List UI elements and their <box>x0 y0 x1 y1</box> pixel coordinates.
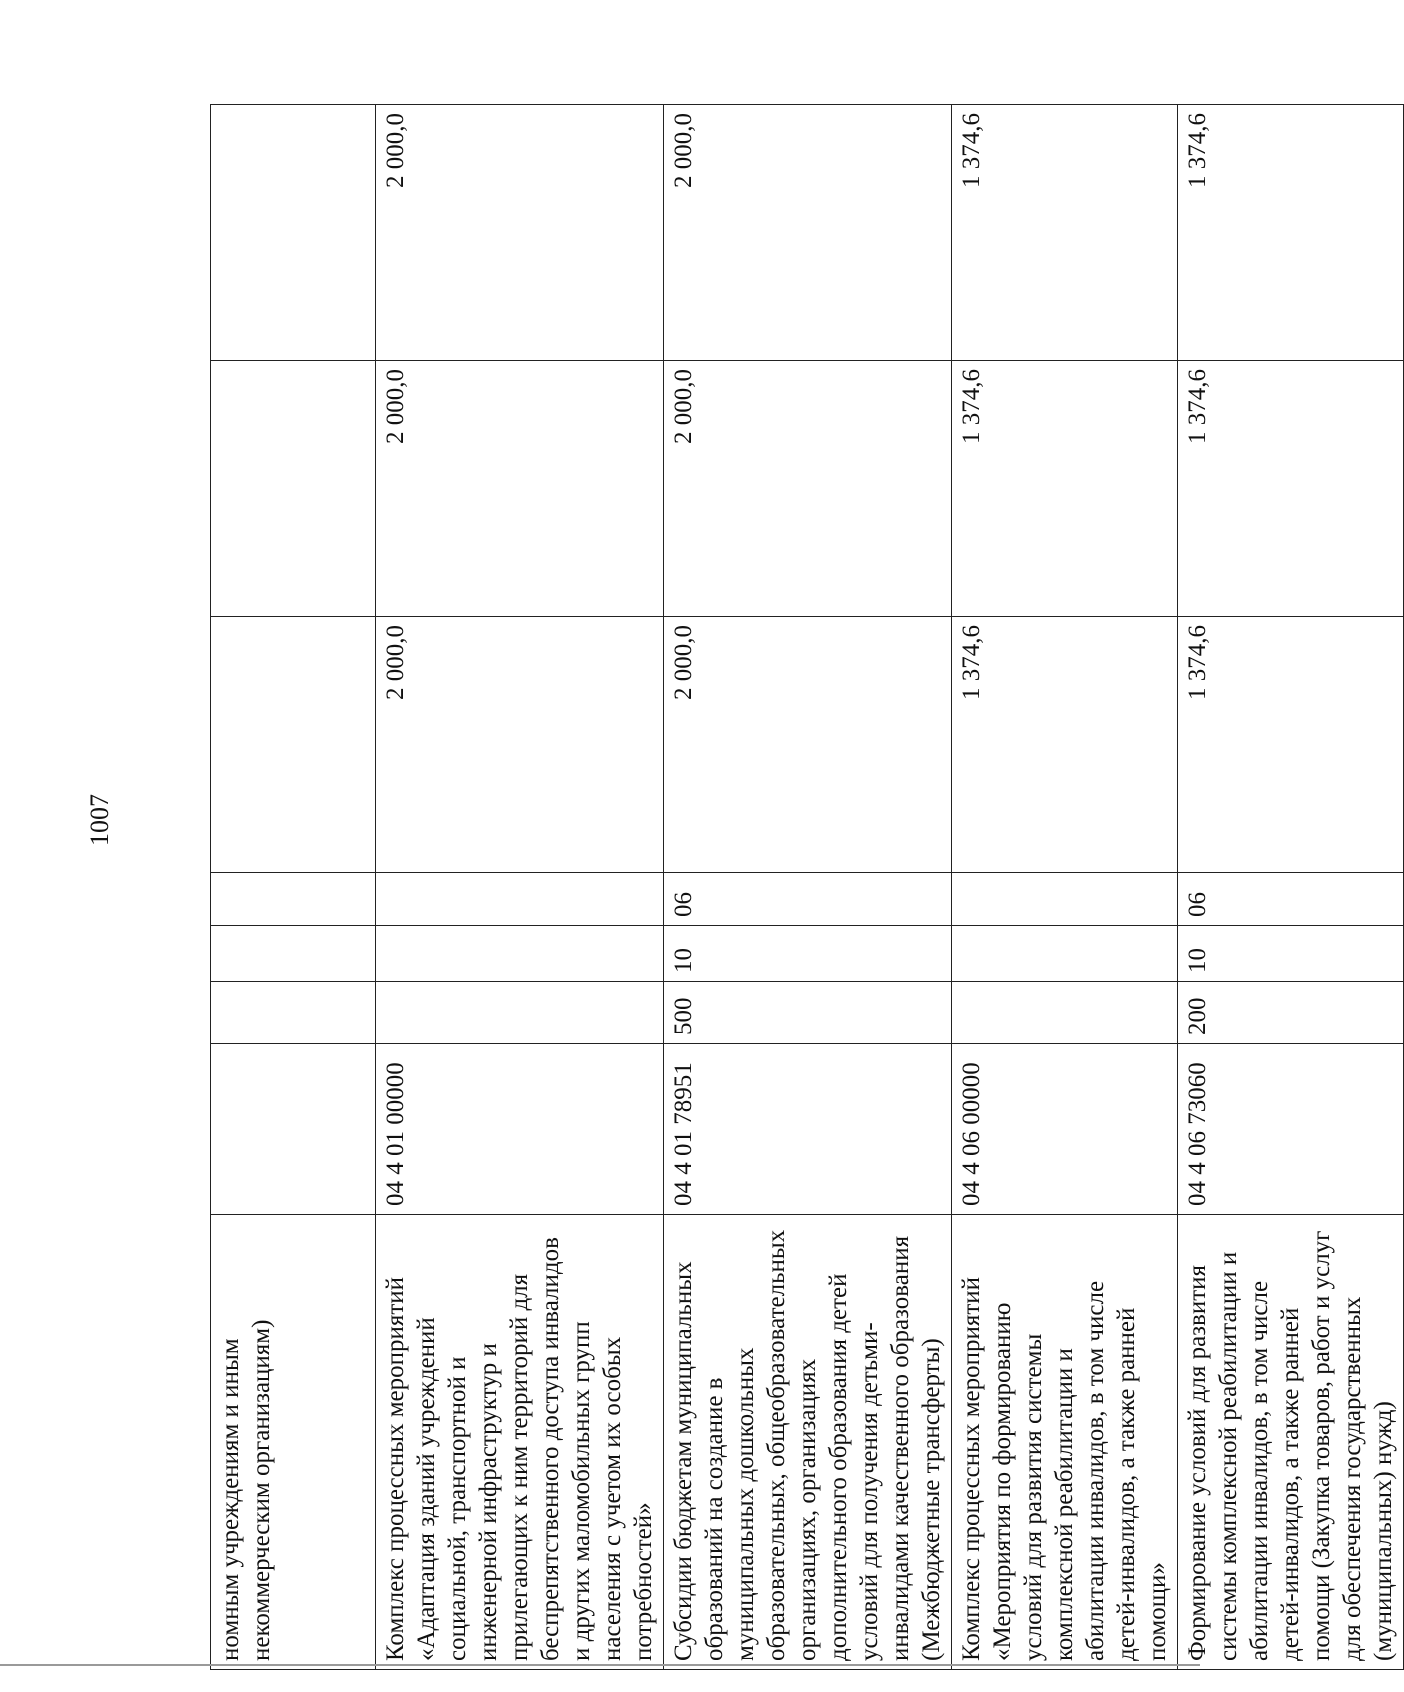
row-name-cell: Комплекс процессных мероприятий «Адаптация зданий учреждений социальной, транспортной и инженерной инфраструктур и прилегающих к ним территорий для беспрепятственного доступа инвалидов и других маломобильных групп населения с учетом их особых потребностей» <box>376 1215 664 1670</box>
target-code-cell <box>211 1044 376 1215</box>
amount-year3-cell <box>211 105 376 361</box>
scan-edge-line <box>0 1664 1200 1666</box>
amount-year1-cell: 2 000,0 <box>664 617 952 873</box>
table-row <box>211 105 376 1670</box>
amount-year1-cell <box>211 617 376 873</box>
amount-year3-cell: 2 000,0 <box>664 105 952 361</box>
amount-year3-cell: 1 374,6 <box>1178 105 1404 361</box>
budget-table <box>210 104 1404 1670</box>
table-row <box>1178 105 1404 1670</box>
amount-year2-cell: 2 000,0 <box>376 361 664 617</box>
table-row <box>376 105 664 1670</box>
section-cell: 10 <box>1178 926 1404 982</box>
subsection-cell <box>952 873 1178 926</box>
page-number: 1007 <box>85 794 114 846</box>
target-code-cell: 04 4 01 78951 <box>664 1044 952 1215</box>
amount-year2-cell: 2 000,0 <box>664 361 952 617</box>
expense-type-cell: 500 <box>664 982 952 1044</box>
amount-year2-cell <box>211 361 376 617</box>
amount-year1-cell: 1 374,6 <box>1178 617 1404 873</box>
expense-type-cell: 200 <box>1178 982 1404 1044</box>
amount-year3-cell: 1 374,6 <box>952 105 1178 361</box>
subsection-cell: 06 <box>1178 873 1404 926</box>
row-name-cell: Формирование условий для развития системы комплексной реабилитации и абилитации инвалидов, в том числе детей-инвалидов, а также ранней помощи (Закупка товаров, работ и услуг для обеспечения государственных (муниципальных) нужд) <box>1178 1215 1404 1670</box>
table-row <box>952 105 1178 1670</box>
amount-year1-cell: 2 000,0 <box>376 617 664 873</box>
row-name-cell: Комплекс процессных мероприятий «Мероприятия по формированию условий для развития системы комплексной реабилитации и абилитации инвалидов, в том числе детей-инвалидов, а также ранней помощи» <box>952 1215 1178 1670</box>
section-cell: 10 <box>664 926 952 982</box>
section-cell <box>952 926 1178 982</box>
row-name-cell: номным учреждениям и иным некоммерческим организациям) <box>211 1215 376 1670</box>
target-code-cell: 04 4 06 00000 <box>952 1044 1178 1215</box>
subsection-cell <box>376 873 664 926</box>
target-code-cell: 04 4 01 00000 <box>376 1044 664 1215</box>
expense-type-cell <box>952 982 1178 1044</box>
amount-year2-cell: 1 374,6 <box>1178 361 1404 617</box>
target-code-cell: 04 4 06 73060 <box>1178 1044 1404 1215</box>
expense-type-cell <box>376 982 664 1044</box>
subsection-cell <box>211 873 376 926</box>
amount-year1-cell: 1 374,6 <box>952 617 1178 873</box>
amount-year2-cell: 1 374,6 <box>952 361 1178 617</box>
section-cell <box>376 926 664 982</box>
subsection-cell: 06 <box>664 873 952 926</box>
section-cell <box>211 926 376 982</box>
amount-year3-cell: 2 000,0 <box>376 105 664 361</box>
expense-type-cell <box>211 982 376 1044</box>
table-row <box>664 105 952 1670</box>
rotated-page-content <box>210 105 1397 1670</box>
row-name-cell: Субсидии бюджетам муниципальных образований на создание в муниципальных дошкольных образовательных, общеобразовательных организациях, организациях дополнительного образования детей условий для получения детьми-инвалидами качественного образования (Межбюджетные трансферты) <box>664 1215 952 1670</box>
